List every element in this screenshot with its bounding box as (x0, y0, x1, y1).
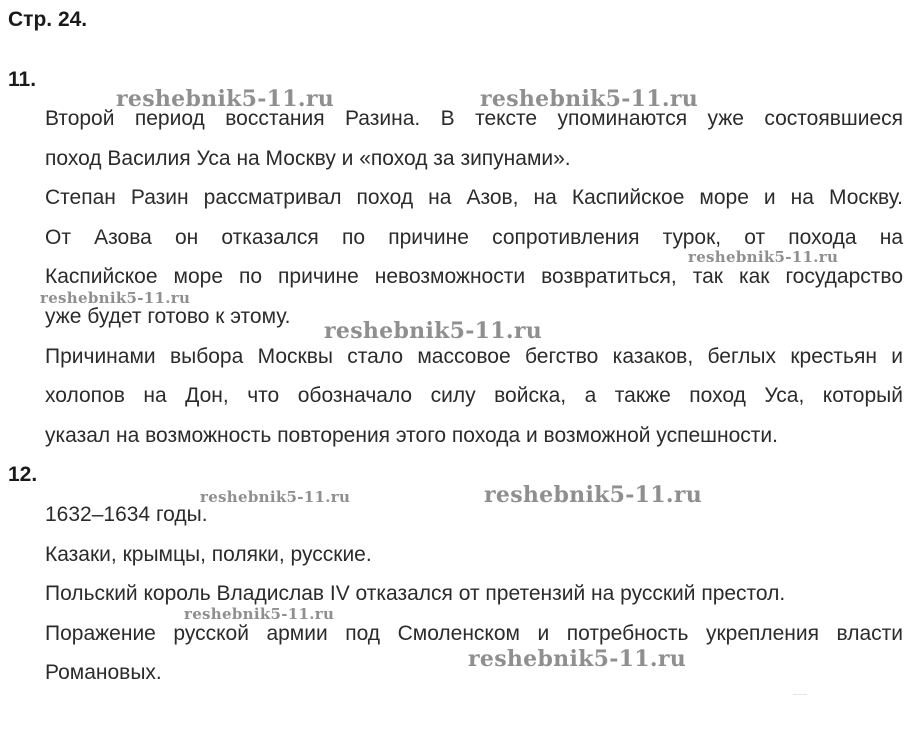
watermark: reshebnik5-11.ru (688, 248, 839, 266)
page-heading: Стр. 24. (8, 8, 88, 31)
watermark: reshebnik5-11.ru (116, 86, 335, 112)
watermark: reshebnik5-11.ru (184, 605, 335, 623)
task-11-line-4: От Азова он отказался по причине сопротивления турок, от похода на (45, 226, 903, 249)
task-11-line-2: поход Василия Уса на Москву и «поход за зипунами». (45, 147, 571, 170)
task-11-line-3: Степан Разин рассматривал поход на Азов, на Каспийское море и на Москву. (45, 186, 903, 209)
task-11-line-8: холопов на Дон, что обозначало силу войска, а также поход Уса, который (45, 384, 903, 407)
watermark: reshebnik5-11.ru (324, 318, 543, 344)
task-11-line-9: указал на возможность повторения этого похода и возможной успешности. (45, 424, 778, 447)
task-11-number: 11. (8, 68, 37, 91)
task-11-line-7: Причинами выбора Москвы стало массовое бегство казаков, беглых крестьян и (45, 345, 903, 368)
task-12-number: 12. (8, 463, 38, 486)
task-11-line-6: уже будет готово к этому. (45, 305, 291, 328)
task-11-line-5: Каспийское море по причине невозможности возвратиться, так как государство (45, 265, 903, 288)
divider-mark (793, 694, 807, 695)
task-12-line-5: Романовых. (45, 661, 162, 684)
task-11-line-1: Второй период восстания Разина. В тексте упоминаются уже состоявшиеся (45, 107, 903, 130)
task-12-line-1: 1632–1634 годы. (45, 503, 208, 526)
task-12-line-2: Казаки, крымцы, поляки, русские. (45, 543, 372, 566)
watermark: reshebnik5-11.ru (200, 488, 351, 506)
watermark: reshebnik5-11.ru (484, 482, 703, 508)
watermark: reshebnik5-11.ru (40, 289, 191, 307)
watermark: reshebnik5-11.ru (468, 646, 687, 672)
task-12-line-3: Польский король Владислав IV отказался от претензий на русский престол. (45, 582, 786, 605)
watermark: reshebnik5-11.ru (480, 86, 699, 112)
task-12-line-4: Поражение русской армии под Смоленском и потребность укрепления власти (45, 622, 903, 645)
